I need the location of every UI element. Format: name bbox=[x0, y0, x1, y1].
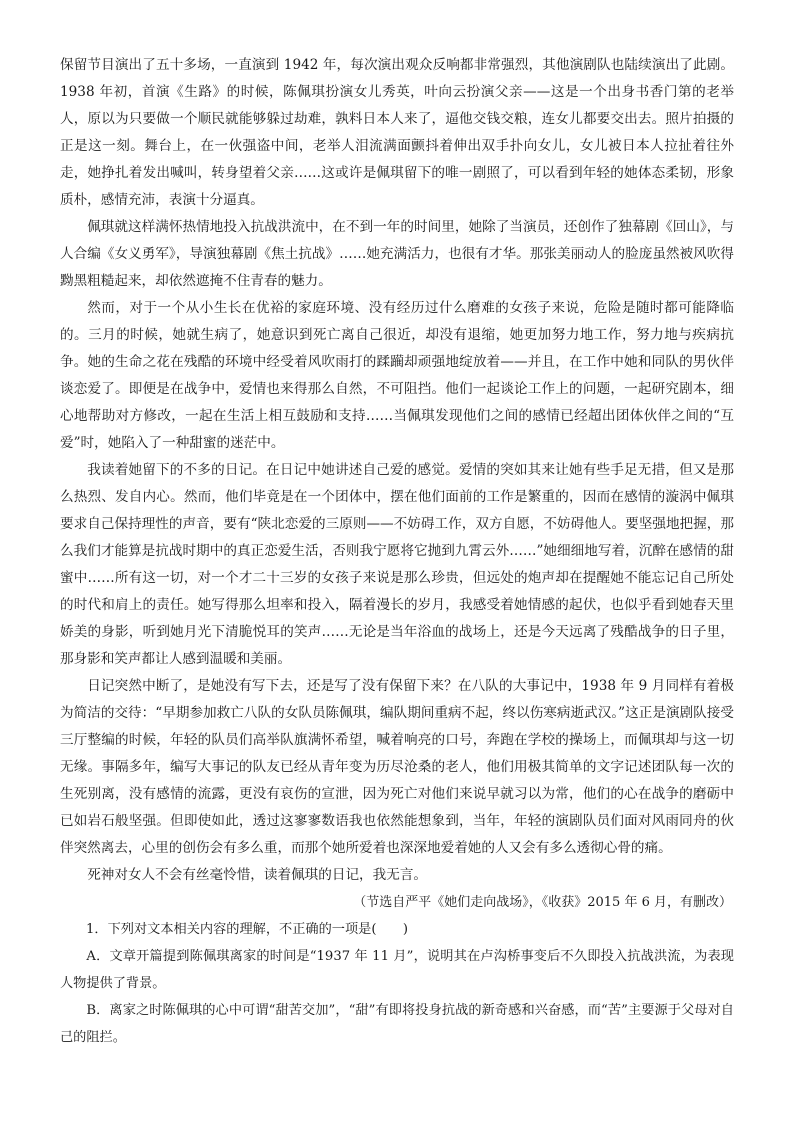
question-stem: 1．下列对文本相关内容的理解，不正确的一项是( ) bbox=[86, 922, 408, 937]
question-option-b: B．离家之时陈佩琪的心中可谓“甜苦交加”，“甜”有即将投身抗战的新奇感和兴奋感，而“苦”主要源于父母对自己的阻拦。 bbox=[60, 1003, 734, 1045]
article-paragraph-6: 死神对女人不会有丝毫怜惜，读着佩琪的日记，我无言。 bbox=[87, 867, 428, 883]
article-source: （节选自严平《她们走向战场》，《收获》2015 年 6 月，有删改） bbox=[353, 895, 732, 910]
article-paragraph-5: 日记突然中断了，是她没有写下去，还是写了没有保留下来？在八队的大事记中，1938 年 9 月同样有着极为简洁的交待：“早期参加救亡八队的女队员陈佩琪，编队期间重病不起，终以伤寒病逝武汉。”这正是演剧队接受三厅整编的时候，年轻的队员们高举队旗满怀希望，喊着响亮的口号，奔跑在学校的操场上，而佩琪却与这一切无缘。事隔多年，编写大事记的队友已经从青年变为历尽沧桑的老人，他们用极其简单的文字记述团队每一次的生死别离，没有感情的流露，更没有哀伤的宣泄，因为死亡对他们来说早就习以为常，他们的心在战争的磨砺中已如岩石般坚强。但即使如此，透过这寥寥数语我也依然能想象到，当年，年轻的演剧队员们面对风雨同舟的伙伴突然离去，心里的创伤会有多么重，而那个她所爱着也深深地爱着她的人又会有多么透彻心骨的痛。 bbox=[60, 678, 734, 856]
article-paragraph-3: 然而，对于一个从小生长在优裕的家庭环境、没有经历过什么磨难的女孩子来说，危险是随时都可能降临的。三月的时候，她就生病了，她意识到死亡离自己很近，却没有退缩，她更加努力地工作，努力地与疾病抗争。她的生命之花在残酷的环境中经受着风吹雨打的蹂躏却顽强地绽放着——并且，在工作中她和同队的男伙伴谈恋爱了。即便是在战争中，爱情也来得那么自然，不可阻挡。他们一起谈论工作上的问题，一起研究剧本，细心地帮助对方修改，一起在生活上相互鼓励和支持……当佩琪发现他们之间的感情已经超出团体伙伴之间的“互爱”时，她陷入了一种甜蜜的迷茫中。 bbox=[60, 300, 734, 451]
article-paragraph-4: 我读着她留下的不多的日记。在日记中她讲述自己爱的感觉。爱情的突如其来让她有些手足无措，但又是那么热烈、发自内心。然而，他们毕竟是在一个团体中，摆在他们面前的工作是繁重的，因而在感情的漩涡中佩琪要求自己保持理性的声音，要有“陕北恋爱的三原则——不妨碍工作，双方自愿，不妨碍他人。要坚强地把握，那么我们才能算是抗战时期中的真正恋爱生活，否则我宁愿将它抛到九霄云外……”她细细地写着，沉醉在感情的甜蜜中……所有这一切，对一个才二十三岁的女孩子来说是那么珍贵，但远处的炮声却在提醒她不能忘记自己所处的时代和肩上的责任。她写得那么坦率和投入，隔着漫长的岁月，我感受着她情感的起伏，也似乎看到她春天里娇美的身影，听到她月光下清脆悦耳的笑声……无论是当年浴血的战场上，还是今天远离了残酷战争的日子里，那身影和笑声都让人感到温暖和美丽。 bbox=[60, 462, 734, 667]
article-paragraph-1: 保留节目演出了五十多场，一直演到 1942 年，每次演出观众反响都非常强烈，其他演剧队也陆续演出了此剧。1938 年初，首演《生路》的时候，陈佩琪扮演女儿秀英，叶向云扮演父亲——这是一个出身书香门第的老举人，原以为只要做一个顺民就能够躲过劫难，孰料日本人来了，逼他交钱交粮，连女儿都要交出去。照片拍摄的正是这一刻。舞台上，在一伙强盗中间，老举人泪流满面颤抖着伸出双手扑向女儿，女儿被日本人拉扯着往外走，她挣扎着发出喊叫，转身望着父亲……这或许是佩琪留下的唯一剧照了，可以看到年轻的她体态柔韧，形象质朴，感情充沛，表演十分逼真。 bbox=[60, 57, 734, 208]
question-option-a: A．文章开篇提到陈佩琪离家的时间是“1937 年 11 月”，说明其在卢沟桥事变后不久即投入抗战洪流，为表现人物提供了背景。 bbox=[60, 949, 734, 991]
article-paragraph-2: 佩琪就这样满怀热情地投入抗战洪流中，在不到一年的时间里，她除了当演员，还创作了独幕剧《回山》，与人合编《女义勇军》，导演独幕剧《焦土抗战》……她充满活力，也很有才华。那张美丽动人的脸庞虽然被风吹得黝黑粗糙起来，却依然遮掩不住青春的魅力。 bbox=[60, 219, 734, 289]
